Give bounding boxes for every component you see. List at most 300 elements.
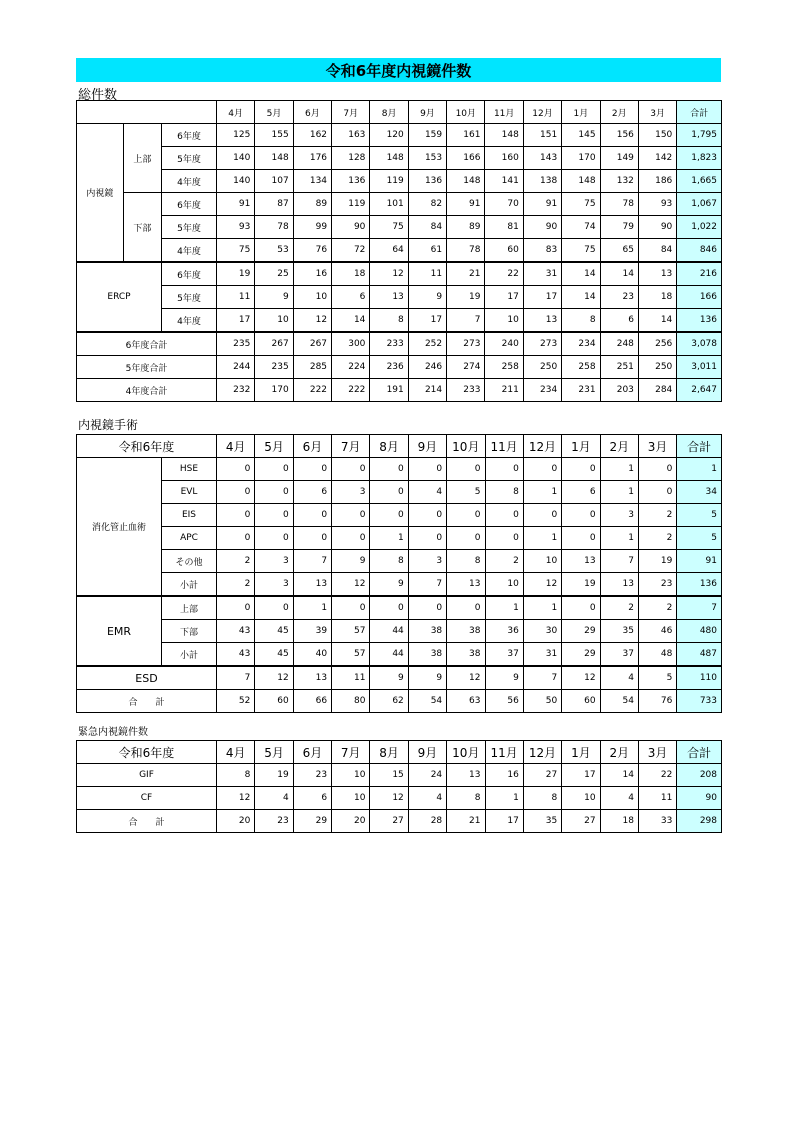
value-cell: 17 <box>562 764 600 787</box>
value-cell: 0 <box>408 596 446 620</box>
value-cell: 0 <box>485 504 523 527</box>
total-cell: 1 <box>677 458 722 481</box>
value-cell: 8 <box>370 550 408 573</box>
value-cell: 60 <box>562 690 600 713</box>
procedure-label: EVL <box>162 481 217 504</box>
value-cell: 90 <box>332 216 370 239</box>
value-cell: 65 <box>600 239 638 263</box>
value-cell: 211 <box>485 379 523 402</box>
value-cell: 0 <box>523 458 561 481</box>
value-cell: 236 <box>370 356 408 379</box>
value-cell: 107 <box>255 170 293 193</box>
value-cell: 75 <box>216 239 254 263</box>
value-cell: 5 <box>638 666 676 690</box>
value-cell: 0 <box>408 458 446 481</box>
value-cell: 273 <box>523 332 561 356</box>
table-row <box>77 527 722 550</box>
value-cell: 153 <box>408 147 446 170</box>
value-cell: 60 <box>485 239 523 263</box>
value-cell: 13 <box>523 309 561 333</box>
table-row <box>77 764 722 787</box>
month-header: 2月 <box>600 435 638 458</box>
month-header: 12月 <box>523 435 561 458</box>
procedure-label: HSE <box>162 458 217 481</box>
value-cell: 0 <box>370 504 408 527</box>
value-cell: 7 <box>216 666 254 690</box>
section1-heading: 総件数 <box>78 88 118 103</box>
value-cell: 222 <box>293 379 331 402</box>
esd-label: ESD <box>77 666 217 690</box>
value-cell: 0 <box>255 596 293 620</box>
value-cell: 1 <box>523 596 561 620</box>
procedure-label: 上部 <box>162 596 217 620</box>
value-cell: 119 <box>332 193 370 216</box>
table-row <box>77 216 722 239</box>
month-header: 5月 <box>255 101 293 124</box>
value-cell: 250 <box>638 356 676 379</box>
month-header: 2月 <box>600 741 638 764</box>
value-cell: 149 <box>600 147 638 170</box>
value-cell: 10 <box>332 764 370 787</box>
value-cell: 36 <box>485 620 523 643</box>
value-cell: 3 <box>332 481 370 504</box>
value-cell: 50 <box>523 690 561 713</box>
total-cell: 110 <box>677 666 722 690</box>
value-cell: 45 <box>255 643 293 667</box>
upper-label: 上部 <box>123 124 161 193</box>
value-cell: 99 <box>293 216 331 239</box>
table-row <box>77 573 722 597</box>
value-cell: 46 <box>638 620 676 643</box>
value-cell: 61 <box>408 239 446 263</box>
value-cell: 90 <box>523 216 561 239</box>
value-cell: 24 <box>408 764 446 787</box>
value-cell: 4 <box>408 787 446 810</box>
value-cell: 284 <box>638 379 676 402</box>
lower-label: 下部 <box>123 193 161 263</box>
value-cell: 21 <box>447 262 485 286</box>
value-cell: 80 <box>332 690 370 713</box>
value-cell: 35 <box>600 620 638 643</box>
value-cell: 12 <box>370 262 408 286</box>
value-cell: 38 <box>408 643 446 667</box>
value-cell: 35 <box>523 810 561 833</box>
value-cell: 15 <box>370 764 408 787</box>
value-cell: 155 <box>255 124 293 147</box>
value-cell: 37 <box>600 643 638 667</box>
value-cell: 91 <box>447 193 485 216</box>
value-cell: 76 <box>638 690 676 713</box>
value-cell: 76 <box>293 239 331 263</box>
value-cell: 22 <box>485 262 523 286</box>
value-cell: 0 <box>255 527 293 550</box>
value-cell: 13 <box>293 666 331 690</box>
value-cell: 1 <box>600 481 638 504</box>
value-cell: 233 <box>447 379 485 402</box>
total-cell: 1,795 <box>677 124 722 147</box>
value-cell: 4 <box>600 787 638 810</box>
value-cell: 7 <box>408 573 446 597</box>
value-cell: 136 <box>408 170 446 193</box>
value-cell: 11 <box>638 787 676 810</box>
value-cell: 38 <box>447 643 485 667</box>
table-row <box>77 170 722 193</box>
total-cell: 216 <box>677 262 722 286</box>
value-cell: 1 <box>523 527 561 550</box>
value-cell: 10 <box>255 309 293 333</box>
value-cell: 224 <box>332 356 370 379</box>
value-cell: 0 <box>216 527 254 550</box>
value-cell: 6 <box>293 481 331 504</box>
total-cell: 846 <box>677 239 722 263</box>
year-label: 4年度 <box>162 309 217 333</box>
table-row <box>77 666 722 690</box>
value-cell: 10 <box>293 286 331 309</box>
value-cell: 7 <box>600 550 638 573</box>
value-cell: 3 <box>255 550 293 573</box>
value-cell: 27 <box>370 810 408 833</box>
value-cell: 10 <box>485 309 523 333</box>
total-cell: 487 <box>677 643 722 667</box>
month-header: 7月 <box>332 741 370 764</box>
value-cell: 240 <box>485 332 523 356</box>
year-total-label: 4年度合計 <box>77 379 217 402</box>
value-cell: 12 <box>523 573 561 597</box>
value-cell: 48 <box>638 643 676 667</box>
month-header: 11月 <box>485 101 523 124</box>
sum-row <box>77 379 722 402</box>
value-cell: 20 <box>216 810 254 833</box>
value-cell: 37 <box>485 643 523 667</box>
value-cell: 74 <box>562 216 600 239</box>
table-row <box>77 458 722 481</box>
month-header: 9月 <box>408 101 446 124</box>
value-cell: 53 <box>255 239 293 263</box>
table-row <box>77 481 722 504</box>
value-cell: 12 <box>216 787 254 810</box>
value-cell: 12 <box>293 309 331 333</box>
value-cell: 17 <box>485 810 523 833</box>
value-cell: 0 <box>332 527 370 550</box>
year-label: 6年度 <box>162 124 217 147</box>
value-cell: 78 <box>255 216 293 239</box>
value-cell: 0 <box>447 458 485 481</box>
sum-row <box>77 332 722 356</box>
value-cell: 9 <box>408 666 446 690</box>
value-cell: 11 <box>332 666 370 690</box>
value-cell: 60 <box>255 690 293 713</box>
value-cell: 31 <box>523 643 561 667</box>
value-cell: 163 <box>332 124 370 147</box>
value-cell: 13 <box>447 764 485 787</box>
value-cell: 14 <box>638 309 676 333</box>
value-cell: 244 <box>216 356 254 379</box>
value-cell: 14 <box>562 262 600 286</box>
total-cell: 480 <box>677 620 722 643</box>
procedure-label: EIS <box>162 504 217 527</box>
month-header: 6月 <box>293 101 331 124</box>
total-cell: 733 <box>677 690 722 713</box>
value-cell: 40 <box>293 643 331 667</box>
value-cell: 2 <box>638 527 676 550</box>
value-cell: 91 <box>216 193 254 216</box>
value-cell: 2 <box>485 550 523 573</box>
value-cell: 251 <box>600 356 638 379</box>
value-cell: 54 <box>600 690 638 713</box>
month-header: 4月 <box>216 741 254 764</box>
row-label: GIF <box>77 764 217 787</box>
value-cell: 141 <box>485 170 523 193</box>
total-header: 合計 <box>677 741 722 764</box>
value-cell: 143 <box>523 147 561 170</box>
value-cell: 0 <box>255 458 293 481</box>
value-cell: 16 <box>293 262 331 286</box>
value-cell: 11 <box>216 286 254 309</box>
value-cell: 54 <box>408 690 446 713</box>
value-cell: 148 <box>562 170 600 193</box>
header-row <box>77 741 722 764</box>
value-cell: 232 <box>216 379 254 402</box>
value-cell: 10 <box>523 550 561 573</box>
row-label: 合 計 <box>77 810 217 833</box>
value-cell: 222 <box>332 379 370 402</box>
value-cell: 1 <box>370 527 408 550</box>
value-cell: 186 <box>638 170 676 193</box>
month-header: 6月 <box>293 435 331 458</box>
value-cell: 89 <box>447 216 485 239</box>
value-cell: 18 <box>638 286 676 309</box>
total-cell: 136 <box>677 573 722 597</box>
value-cell: 0 <box>216 458 254 481</box>
value-cell: 17 <box>523 286 561 309</box>
value-cell: 19 <box>255 764 293 787</box>
total-cell: 5 <box>677 504 722 527</box>
value-cell: 13 <box>447 573 485 597</box>
year-label: 6年度 <box>162 262 217 286</box>
value-cell: 83 <box>523 239 561 263</box>
value-cell: 156 <box>600 124 638 147</box>
emergency-table <box>76 740 722 833</box>
value-cell: 0 <box>216 596 254 620</box>
value-cell: 45 <box>255 620 293 643</box>
year-label: 6年度 <box>162 193 217 216</box>
value-cell: 17 <box>216 309 254 333</box>
value-cell: 267 <box>293 332 331 356</box>
year-label: 4年度 <box>162 170 217 193</box>
value-cell: 0 <box>332 504 370 527</box>
value-cell: 93 <box>216 216 254 239</box>
value-cell: 90 <box>638 216 676 239</box>
month-header: 1月 <box>562 741 600 764</box>
value-cell: 9 <box>408 286 446 309</box>
value-cell: 191 <box>370 379 408 402</box>
total-cell: 298 <box>677 810 722 833</box>
value-cell: 151 <box>523 124 561 147</box>
value-cell: 3 <box>600 504 638 527</box>
value-cell: 28 <box>408 810 446 833</box>
total-count-table <box>76 100 722 402</box>
value-cell: 3 <box>255 573 293 597</box>
value-cell: 57 <box>332 643 370 667</box>
value-cell: 0 <box>332 596 370 620</box>
value-cell: 4 <box>600 666 638 690</box>
value-cell: 16 <box>485 764 523 787</box>
value-cell: 0 <box>408 527 446 550</box>
total-cell: 1,067 <box>677 193 722 216</box>
value-cell: 12 <box>255 666 293 690</box>
total-cell: 90 <box>677 787 722 810</box>
grand-total-label: 合 計 <box>77 690 217 713</box>
value-cell: 82 <box>408 193 446 216</box>
value-cell: 120 <box>370 124 408 147</box>
value-cell: 140 <box>216 147 254 170</box>
header-row <box>77 435 722 458</box>
value-cell: 75 <box>562 239 600 263</box>
value-cell: 20 <box>332 810 370 833</box>
value-cell: 128 <box>332 147 370 170</box>
value-cell: 23 <box>293 764 331 787</box>
value-cell: 2 <box>638 504 676 527</box>
value-cell: 84 <box>408 216 446 239</box>
value-cell: 38 <box>408 620 446 643</box>
table-row <box>77 286 722 309</box>
value-cell: 101 <box>370 193 408 216</box>
section3-heading: 緊急内視鏡件数 <box>78 727 148 738</box>
month-header: 7月 <box>332 435 370 458</box>
value-cell: 52 <box>216 690 254 713</box>
value-cell: 161 <box>447 124 485 147</box>
value-cell: 285 <box>293 356 331 379</box>
value-cell: 0 <box>216 481 254 504</box>
emr-label: EMR <box>77 596 162 666</box>
procedure-label: その他 <box>162 550 217 573</box>
page-title: 令和6年度内視鏡件数 <box>76 58 721 82</box>
year-label: 4年度 <box>162 239 217 263</box>
year-total-label: 5年度合計 <box>77 356 217 379</box>
value-cell: 145 <box>562 124 600 147</box>
value-cell: 6 <box>332 286 370 309</box>
total-cell: 3,011 <box>677 356 722 379</box>
value-cell: 246 <box>408 356 446 379</box>
value-cell: 29 <box>293 810 331 833</box>
value-cell: 134 <box>293 170 331 193</box>
value-cell: 78 <box>447 239 485 263</box>
value-cell: 27 <box>562 810 600 833</box>
value-cell: 140 <box>216 170 254 193</box>
value-cell: 70 <box>485 193 523 216</box>
value-cell: 0 <box>447 504 485 527</box>
month-header: 11月 <box>485 741 523 764</box>
value-cell: 0 <box>370 458 408 481</box>
table-row <box>77 643 722 667</box>
year-header: 令和6年度 <box>77 741 217 764</box>
value-cell: 148 <box>485 124 523 147</box>
value-cell: 0 <box>370 596 408 620</box>
value-cell: 14 <box>332 309 370 333</box>
value-cell: 0 <box>562 458 600 481</box>
value-cell: 234 <box>523 379 561 402</box>
value-cell: 6 <box>600 309 638 333</box>
value-cell: 8 <box>523 787 561 810</box>
month-header: 8月 <box>370 435 408 458</box>
value-cell: 142 <box>638 147 676 170</box>
month-header: 4月 <box>216 101 254 124</box>
procedure-label: 小計 <box>162 573 217 597</box>
table-row <box>77 620 722 643</box>
value-cell: 8 <box>216 764 254 787</box>
table-row <box>77 596 722 620</box>
table-row <box>77 193 722 216</box>
total-cell: 3,078 <box>677 332 722 356</box>
grand-total-row <box>77 690 722 713</box>
table-row <box>77 262 722 286</box>
value-cell: 44 <box>370 643 408 667</box>
value-cell: 0 <box>562 527 600 550</box>
value-cell: 176 <box>293 147 331 170</box>
value-cell: 8 <box>370 309 408 333</box>
value-cell: 27 <box>523 764 561 787</box>
value-cell: 7 <box>523 666 561 690</box>
value-cell: 258 <box>562 356 600 379</box>
month-header: 10月 <box>447 435 485 458</box>
value-cell: 231 <box>562 379 600 402</box>
row-label: CF <box>77 787 217 810</box>
value-cell: 3 <box>408 550 446 573</box>
value-cell: 12 <box>370 787 408 810</box>
value-cell: 7 <box>447 309 485 333</box>
total-cell: 1,823 <box>677 147 722 170</box>
month-header: 8月 <box>370 101 408 124</box>
value-cell: 29 <box>562 643 600 667</box>
value-cell: 258 <box>485 356 523 379</box>
value-cell: 9 <box>370 666 408 690</box>
value-cell: 21 <box>447 810 485 833</box>
month-header: 1月 <box>562 101 600 124</box>
total-cell: 91 <box>677 550 722 573</box>
value-cell: 13 <box>600 573 638 597</box>
procedure-label: 下部 <box>162 620 217 643</box>
procedure-label: APC <box>162 527 217 550</box>
value-cell: 22 <box>638 764 676 787</box>
value-cell: 233 <box>370 332 408 356</box>
value-cell: 9 <box>485 666 523 690</box>
value-cell: 0 <box>255 504 293 527</box>
value-cell: 9 <box>255 286 293 309</box>
value-cell: 0 <box>523 504 561 527</box>
value-cell: 1 <box>600 458 638 481</box>
total-cell: 5 <box>677 527 722 550</box>
value-cell: 5 <box>447 481 485 504</box>
month-header: 6月 <box>293 741 331 764</box>
month-header: 12月 <box>523 741 561 764</box>
value-cell: 23 <box>600 286 638 309</box>
month-header: 10月 <box>447 101 485 124</box>
value-cell: 160 <box>485 147 523 170</box>
value-cell: 8 <box>447 787 485 810</box>
value-cell: 0 <box>562 596 600 620</box>
procedure-label: 小計 <box>162 643 217 667</box>
value-cell: 23 <box>638 573 676 597</box>
value-cell: 30 <box>523 620 561 643</box>
table-row <box>77 550 722 573</box>
value-cell: 9 <box>332 550 370 573</box>
table-row <box>77 309 722 333</box>
value-cell: 0 <box>447 596 485 620</box>
month-header: 8月 <box>370 741 408 764</box>
value-cell: 0 <box>447 527 485 550</box>
table-row <box>77 504 722 527</box>
value-cell: 91 <box>523 193 561 216</box>
